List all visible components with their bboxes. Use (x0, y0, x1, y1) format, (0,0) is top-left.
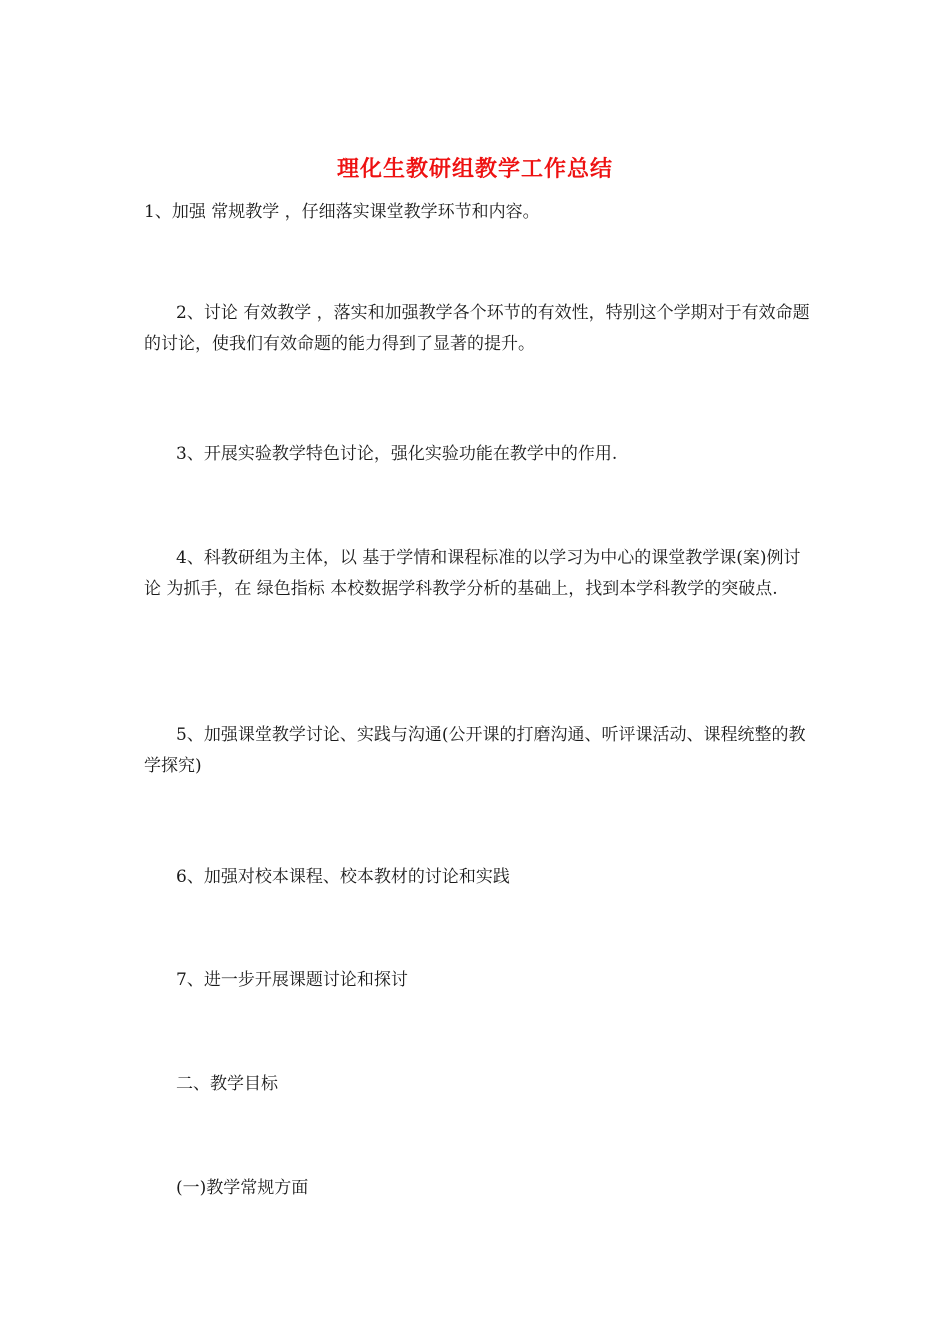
paragraph-4: 4、科教研组为主体，以 基于学情和课程标准的以学习为中心的课堂教学课(案)例讨论 为抓手，在 绿色指标 本校数据学科教学分析的基础上，找到本学科教学的突破点. (144, 548, 801, 599)
page-title: 理化生教研组教学工作总结 (336, 156, 613, 182)
paragraph-6: 6、加强对校本课程、校本教材的讨论和实践 (176, 867, 510, 887)
section-heading-2: 二、教学目标 (176, 1074, 278, 1094)
paragraph-1: 1、加强 常规教学 ，仔细落实课堂教学环节和内容。 (144, 202, 540, 222)
paragraph-7: 7、进一步开展课题讨论和探讨 (176, 970, 408, 990)
paragraph-5: 5、加强课堂教学讨论、实践与沟通(公开课的打磨沟通、听评课活动、课程统整的教学探究) (144, 725, 806, 776)
paragraph-3: 3、开展实验教学特色讨论，强化实验功能在教学中的作用. (176, 444, 618, 464)
subsection-heading-1: (一)教学常规方面 (176, 1178, 309, 1198)
paragraph-2: 2、讨论 有效教学 ，落实和加强教学各个环节的有效性，特别这个学期对于有效命题的讨论，使我们有效命题的能力得到了显著的提升。 (144, 303, 810, 354)
